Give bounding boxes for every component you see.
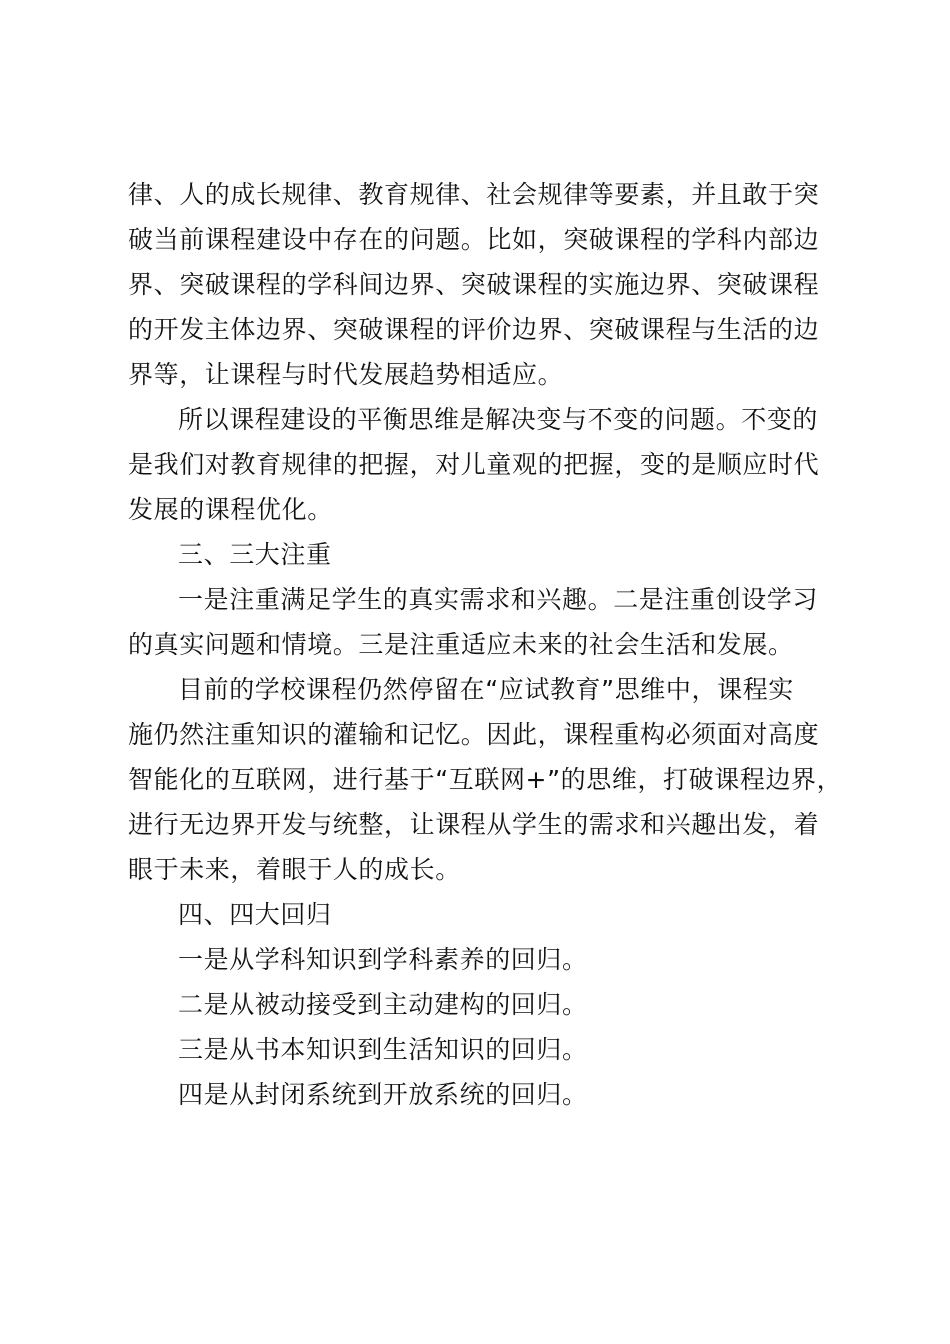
paragraph-first-line: 一是注重满足学生的真实需求和兴趣。二是注重创设学习 xyxy=(178,585,819,614)
list-item: 一是从学科知识到学科素养的回归。 xyxy=(178,945,588,974)
text-line: 发展的课程优化。 xyxy=(128,495,333,524)
text-line: 律、人的成长规律、教育规律、社会规律等要素，并且敢于突 xyxy=(128,180,820,209)
paragraph-first-line: 所以课程建设的平衡思维是解决变与不变的问题。不变的 xyxy=(178,405,819,434)
paragraph-first-line: 目前的学校课程仍然停留在“应试教育”思维中，课程实 xyxy=(178,675,794,704)
text-line: 破当前课程建设中存在的问题。比如，突破课程的学科内部边 xyxy=(128,225,820,254)
list-item: 二是从被动接受到主动建构的回归。 xyxy=(178,990,588,1019)
text-line: 智能化的互联网，进行基于“互联网+”的思维，打破课程边界， xyxy=(128,765,843,794)
text-line: 界、突破课程的学科间边界、突破课程的实施边界、突破课程 xyxy=(128,270,820,299)
list-item: 三是从书本知识到生活知识的回归。 xyxy=(178,1035,588,1064)
text-line: 是我们对教育规律的把握，对儿童观的把握，变的是顺应时代 xyxy=(128,450,820,479)
text-line: 的开发主体边界、突破课程的评价边界、突破课程与生活的边 xyxy=(128,315,820,344)
section-heading: 三、三大注重 xyxy=(178,540,332,569)
text-line: 眼于未来，着眼于人的成长。 xyxy=(128,855,461,884)
text-line: 的真实问题和情境。三是注重适应未来的社会生活和发展。 xyxy=(128,630,794,659)
list-item: 四是从封闭系统到开放系统的回归。 xyxy=(178,1080,588,1109)
section-heading: 四、四大回归 xyxy=(178,900,332,929)
text-line: 界等，让课程与时代发展趋势相适应。 xyxy=(128,360,564,389)
text-line: 施仍然注重知识的灌输和记忆。因此，课程重构必须面对高度 xyxy=(128,720,820,749)
text-line: 进行无边界开发与统整，让课程从学生的需求和兴趣出发，着 xyxy=(128,810,820,839)
